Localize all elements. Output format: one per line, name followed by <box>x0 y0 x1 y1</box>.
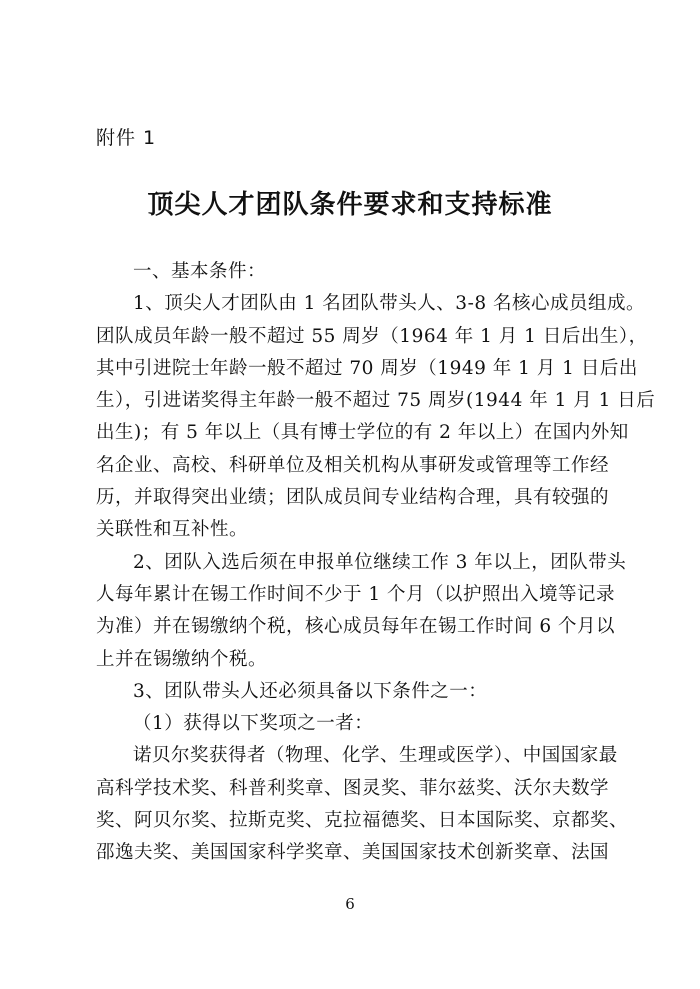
paragraph-line: 关联性和互补性。 <box>96 519 249 541</box>
paragraph-line: 为准）并在锡缴纳个税，核心成员每年在锡工作时间 6 个月以 <box>96 616 616 638</box>
page-number: 6 <box>345 895 355 913</box>
paragraph-line: 名企业、高校、科研单位及相关机构从事研发或管理等工作经 <box>96 454 610 476</box>
section-heading-basic-conditions: 一、基本条件： <box>133 261 267 282</box>
paragraph-line: 3、团队带头人还必须具备以下条件之一： <box>133 680 488 702</box>
paragraph-line: 1、顶尖人才团队由 1 名团队带头人、3-8 名核心成员组成。 <box>133 293 645 315</box>
paragraph-line: 上并在锡缴纳个税。 <box>96 648 268 670</box>
paragraph-line: 2、团队入选后须在申报单位继续工作 3 年以上，团队带头 <box>133 551 627 573</box>
attachment-label: 附件 1 <box>96 127 157 149</box>
paragraph-line: 出生)；有 5 年以上（具有博士学位的有 2 年以上）在国内外知 <box>96 422 629 444</box>
paragraph-line: 人每年累计在锡工作时间不少于 1 个月（以护照出入境等记录 <box>96 583 616 605</box>
paragraph-line: 其中引进院士年龄一般不超过 70 周岁（1949 年 1 月 1 日后出 <box>96 357 638 379</box>
document-title: 顶尖人才团队条件要求和支持标准 <box>147 190 553 220</box>
paragraph-line: 邵逸夫奖、美国国家科学奖章、美国国家技术创新奖章、法国 <box>96 842 610 864</box>
paragraph-line: 诺贝尔奖获得者（物理、化学、生理或医学）、中国国家最 <box>133 745 618 767</box>
paragraph-line: （1）获得以下奖项之一者： <box>133 713 374 735</box>
paragraph-line: 历，并取得突出业绩；团队成员间专业结构合理，具有较强的 <box>96 487 610 509</box>
document-body <box>96 256 656 870</box>
paragraph-line: 高科学技术奖、科普利奖章、图灵奖、菲尔兹奖、沃尔夫数学 <box>96 777 610 799</box>
paragraph-line: 生），引进诺奖得主年龄一般不超过 75 周岁(1944 年 1 月 1 日后 <box>96 390 656 412</box>
paragraph-line: 奖、阿贝尔奖、拉斯克奖、克拉福德奖、日本国际奖、京都奖、 <box>96 810 629 832</box>
paragraph-line: 团队成员年龄一般不超过 55 周岁（1964 年 1 月 1 日后出生）， <box>96 325 648 347</box>
